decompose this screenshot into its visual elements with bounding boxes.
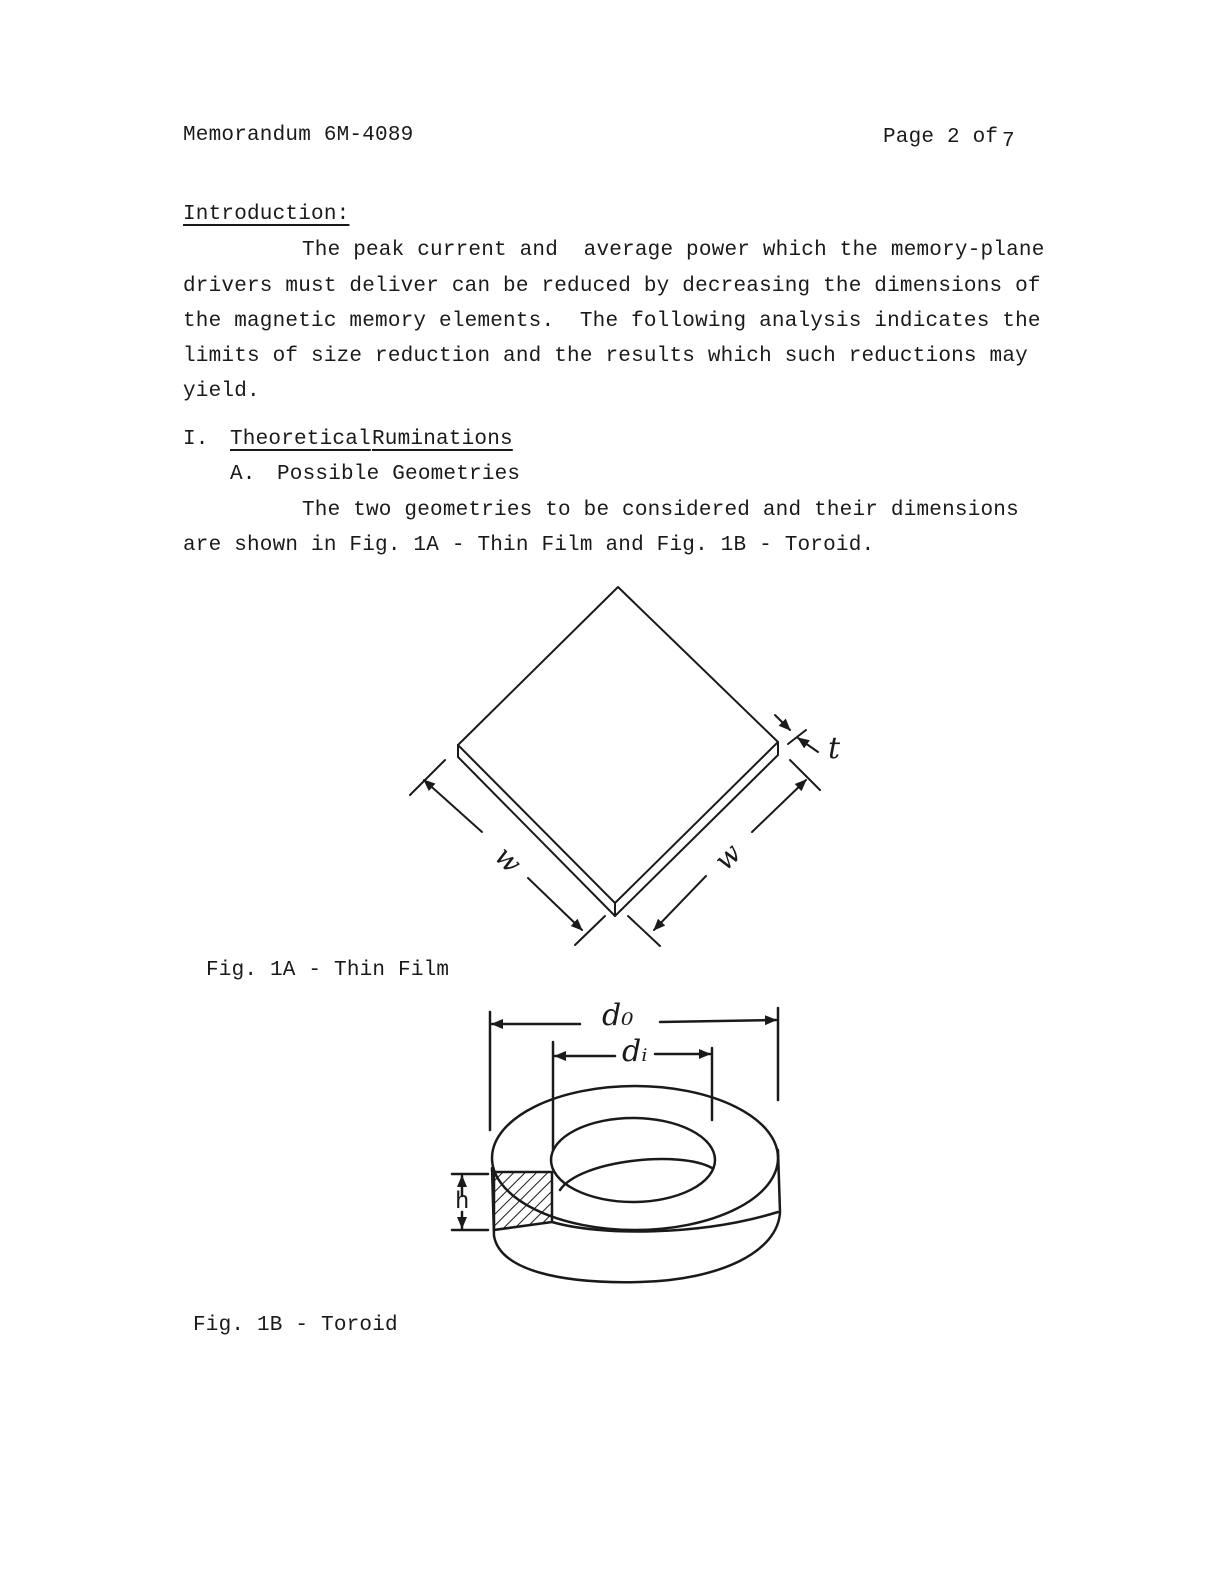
introduction-heading: Introduction: (183, 203, 350, 226)
inner-diameter-label: dᵢ (622, 1034, 648, 1069)
page-label: Page 2 of (883, 126, 999, 149)
section-title-word-1: Theoretical (230, 428, 371, 451)
subsection-title: Possible Geometries (277, 463, 521, 486)
intro-line-3: the magnetic memory elements. The following analysis indicates the (183, 310, 1041, 333)
geometry-line-2: are shown in Fig. 1A - Thin Film and Fig. 1B - Toroid. (183, 534, 875, 557)
intro-line-5: yield. (183, 380, 260, 403)
intro-line-1: The peak current and average power which the memory-plane (302, 239, 1045, 262)
do-arrow-right (660, 1020, 776, 1022)
section-number: I. (183, 428, 209, 451)
intro-line-4: limits of size reduction and the results which such reductions may (183, 345, 1028, 368)
width-label-left: w (488, 839, 529, 880)
thickness-label: t (828, 731, 841, 766)
intro-line-2: drivers must deliver can be reduced by decreasing the dimensions of (183, 275, 1041, 298)
section-title-word-2: Ruminations (372, 428, 513, 451)
memo-id: Memorandum 6M-4089 (183, 124, 414, 147)
figure-1b-caption: Fig. 1B - Toroid (193, 1314, 398, 1337)
toroid-inner-depth (560, 1159, 712, 1190)
subsection-label: A. (230, 463, 256, 486)
toroid-cross-section (494, 1172, 552, 1230)
page-total: 7 (1002, 130, 1015, 153)
height-label: h (455, 1189, 470, 1216)
width-label-right: w (707, 836, 748, 877)
outer-diameter-label: d₀ (602, 998, 634, 1033)
figure-1a-caption: Fig. 1A - Thin Film (206, 959, 450, 982)
geometry-line-1: The two geometries to be considered and their dimensions (302, 499, 1019, 522)
